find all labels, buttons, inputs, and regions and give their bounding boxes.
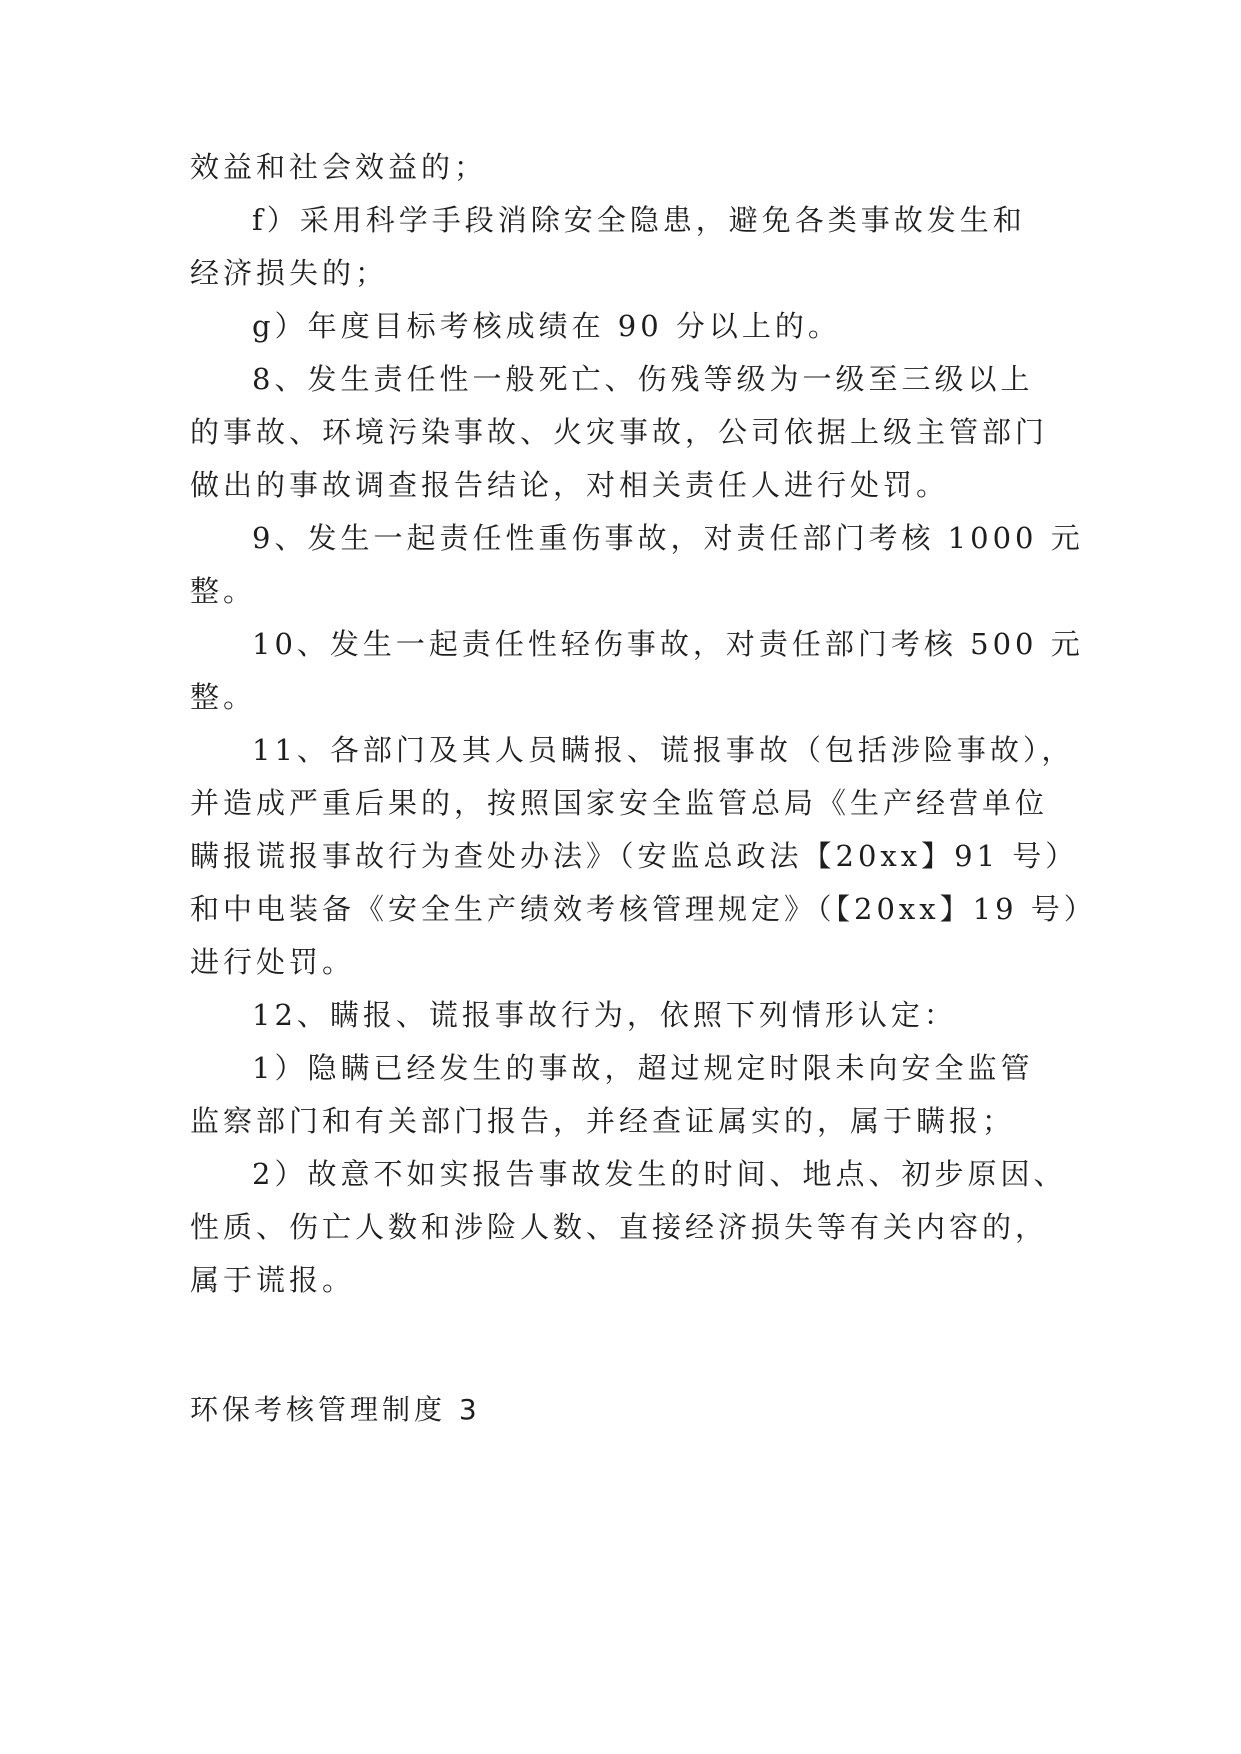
text-line: 10、发生一起责任性轻伤事故，对责任部门考核 500 元 bbox=[252, 627, 1084, 661]
text-line: g）年度目标考核成绩在 90 分以上的。 bbox=[252, 309, 841, 343]
text-line: 进行处罚。 bbox=[190, 945, 356, 979]
text-line: 整。 bbox=[190, 574, 257, 608]
text-line: 的事故、环境污染事故、火灾事故，公司依据上级主管部门 bbox=[190, 415, 1049, 449]
text-line: 性质、伤亡人数和涉险人数、直接经济损失等有关内容的， bbox=[190, 1210, 1049, 1244]
text-line: 8、发生责任性一般死亡、伤残等级为一级至三级以上 bbox=[252, 362, 1034, 396]
text-line: 并造成严重后果的，按照国家安全监管总局《生产经营单位 bbox=[190, 786, 1049, 820]
text-line: 属于谎报。 bbox=[190, 1263, 356, 1297]
text-line: 2）故意不如实报告事故发生的时间、地点、初步原因、 bbox=[252, 1157, 1067, 1191]
text-line: 经济损失的； bbox=[190, 256, 389, 290]
text-line: 整。 bbox=[190, 680, 257, 714]
text-line: f）采用科学手段消除安全隐患，避免各类事故发生和 bbox=[252, 203, 1026, 237]
text-line: 监察部门和有关部门报告，并经查证属实的，属于瞒报； bbox=[190, 1104, 1016, 1138]
text-line: 12、瞒报、谎报事故行为，依照下列情形认定： bbox=[252, 998, 957, 1032]
text-line: 瞒报谎报事故行为查处办法》（安监总政法【20xx】91 号） bbox=[190, 839, 1079, 873]
text-line: 11、各部门及其人员瞒报、谎报事故（包括涉险事故）， bbox=[252, 733, 1075, 767]
text-line: 1）隐瞒已经发生的事故，超过规定时限未向安全监管 bbox=[252, 1051, 1034, 1085]
section-title: 环保考核管理制度 3 bbox=[190, 1393, 481, 1426]
text-line: 9、发生一起责任性重伤事故，对责任部门考核 1000 元 bbox=[252, 521, 1084, 555]
text-line: 做出的事故调查报告结论，对相关责任人进行处罚。 bbox=[190, 468, 950, 502]
text-line: 效益和社会效益的； bbox=[190, 150, 488, 184]
text-line: 和中电装备《安全生产绩效考核管理规定》（【20xx】19 号） bbox=[190, 892, 1097, 926]
